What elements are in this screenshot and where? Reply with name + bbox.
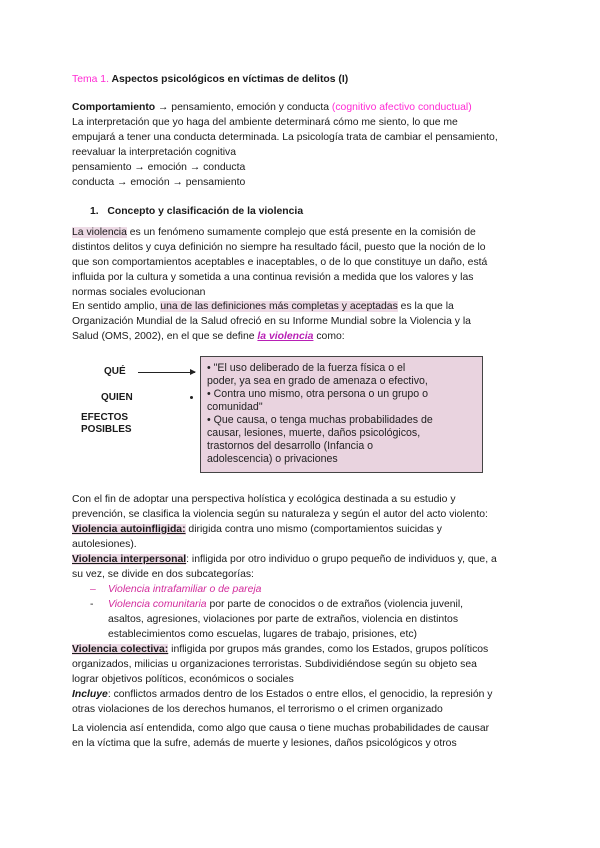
section-heading [90,205,303,218]
comportamiento-paren: (cognitivo afectivo conductual) [331,102,472,113]
comunitaria-term: Violencia comunitaria [108,599,207,610]
sub-bullet-2 [90,598,93,611]
comunitaria-rest: por parte de conocidos o de extraños (violencia juvenil, [206,599,464,610]
box-line: trastornos del desarrollo (Infancia o [207,440,374,452]
paragraph-line: otras violaciones de los derechos humanos, el terrorismo o el crimen organizado [72,704,443,715]
sub-bullet-1 [90,583,96,596]
incluye-term: Incluye [72,689,108,700]
paragraph-line: su vez, se divide en dos subcategorías: [72,569,254,580]
arrow-right-icon [138,372,195,373]
paragraph-line: Con el fin de adoptar una perspectiva holística y ecológica destinada a su estudio y [72,494,456,505]
paragraph-line: conducta → emoción → pensamiento [72,177,246,188]
section-number: 1. [90,206,99,217]
sentido-line3-pre: Salud (OMS, 2002), en el que se define [72,331,258,342]
box-line: poder, ya sea en grado de amenaza o efectivo, [207,375,428,387]
label-efectos-1: EFECTOS [81,412,129,423]
sentido-line3-post: como: [313,331,345,342]
comportamiento-definition: → pensamiento, emoción y conducta [155,102,332,113]
sub-item-intrafamiliar: Violencia intrafamiliar o de pareja [108,584,262,595]
violencia-link[interactable]: la violencia [257,331,314,342]
label-que: QUÉ [104,366,126,377]
paragraph-line: empujará a tener una conducta determinada. La psicología trata de cambiar el pensamiento, [72,132,498,143]
paragraph-line: distintos delitos y cuya definición no siempre ha resultado fácil, puesto que la noción de lo [72,242,486,253]
paragraph-line: reevaluar la interpretación cognitiva [72,147,237,158]
title-tema: Tema 1. [72,74,109,85]
paragraph-line: asaltos, agresiones, violaciones por parte de extraños, violencia en distintos [108,614,459,625]
comportamiento-term: Comportamiento [72,102,156,113]
sentido-post: es la que la [397,301,454,312]
title-text: Aspectos psicológicos en víctimas de delitos (I) [111,74,349,85]
box-line: • Que causa, o tenga muchas probabilidades de [207,414,433,426]
box-line: • "El uso deliberado de la fuerza física o el [207,362,406,374]
sub-bullet-dash: - [90,599,94,610]
sentido-line3 [72,330,345,343]
colectiva-rest: infligida por grupos más grandes, como los Estados, grupos políticos [168,644,489,655]
paragraph-line: prevención, se clasifica la violencia según su naturaleza y según el autor del acto violento: [72,509,488,520]
paragraph-line: que son comportamientos aceptables e inaceptables, o de lo que constituye un daño, está [72,257,488,268]
sub-item-comunitaria [108,598,463,611]
label-efectos-2: POSIBLES [81,424,132,435]
box-line: comunidad" [207,401,263,413]
document-title [72,73,348,86]
interpersonal-rest: : infligida por otro individuo o grupo pequeño de individuos y, que, a [186,554,497,565]
paragraph-line: establecimientos como escuelas, lugares de trabajo, prisiones, etc) [108,629,417,640]
intro-line [72,226,476,239]
paragraph-line: pensamiento → emoción → conducta [72,162,246,173]
paragraph-line: normas sociales evolucionan [72,287,206,298]
box-line: causar, lesiones, muerte, daños psicológicos, [207,427,421,439]
paragraph-line: influida por la cultura y sometida a una continua revisión a medida que los valores y las [72,272,474,283]
paragraph-line: lograr objetivos políticos, económicos o sociales [72,674,294,685]
paragraph-line: La violencia así entendida, como algo que causa o tiene muchas probabilidades de causar [72,723,490,734]
sentido-highlight: una de las definiciones más completas y aceptadas [160,301,398,312]
intro-highlight: La violencia [72,227,127,238]
paragraph-line: La interpretación que yo haga del ambiente determinará cómo me siento, lo que me [72,117,458,128]
colectiva-term: Violencia colectiva: [72,644,169,655]
box-line: • Contra uno mismo, otra persona o un grupo o [207,388,429,400]
interpersonal-line [72,553,497,566]
autoinfligida-line [72,523,442,536]
sub-bullet-dash: – [90,584,96,595]
paragraph-line: Organización Mundial de la Salud ofreció en su Informe Mundial sobre la Violencia y la [72,316,471,327]
section-heading-text: Concepto y clasificación de la violencia [107,206,304,217]
bullet-dot-icon [190,396,193,399]
interpersonal-term: Violencia interpersonal [72,554,187,565]
definition-box [200,356,483,473]
autoinfligida-term: Violencia autoinfligida: [72,524,186,535]
paragraph-line: en la víctima que la sufre, además de muerte y lesiones, daños psicológicos y otros [72,738,457,749]
box-line: adolescencia) o privaciones [207,453,338,465]
incluye-line [72,688,492,701]
incluye-rest: : conflictos armados dentro de los Estados o entre ellos, el genocidio, la represión y [107,689,493,700]
comportamiento-line [72,101,472,114]
sentido-line [72,300,454,313]
autoinfligida-rest: dirigida contra uno mismo (comportamientos suicidas y [185,524,442,535]
colectiva-line [72,643,488,656]
sentido-pre: En sentido amplio, [72,301,161,312]
label-efectos [81,412,131,436]
intro-rest: es un fenómeno sumamente complejo que está presente en la comisión de [126,227,476,238]
paragraph-line: organizados, milicias u organizaciones terroristas. Subdividiéndose según su objeto sea [72,659,477,670]
label-quien: QUIEN [101,392,133,403]
paragraph-line: autolesiones). [72,539,137,550]
